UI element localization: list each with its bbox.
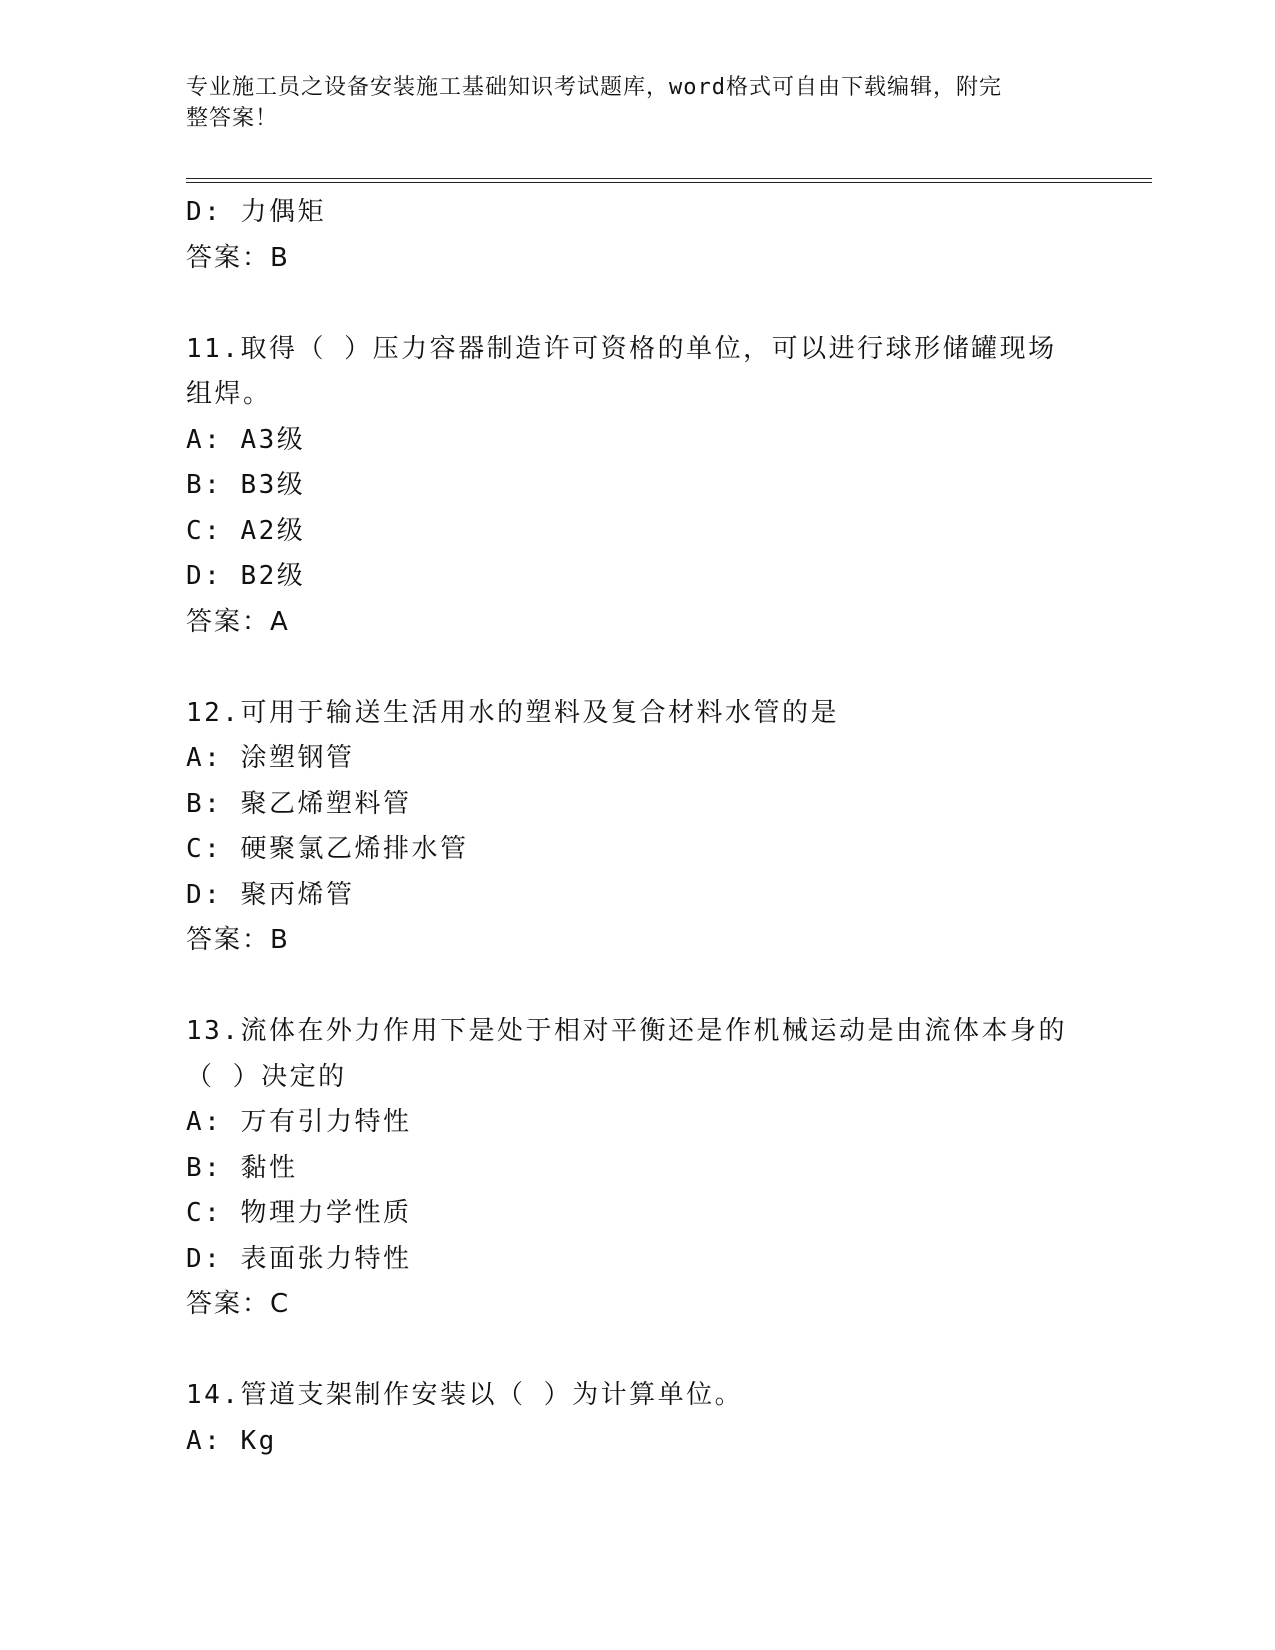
option-c: C: A2级 xyxy=(186,515,306,546)
spacer xyxy=(186,1328,1086,1374)
question-stem: 11.取得（ ）压力容器制造许可资格的单位，可以进行球形储罐现场 xyxy=(186,333,1057,364)
option-d: D: B2级 xyxy=(186,561,306,591)
prev-option-d: D: 力偶矩 xyxy=(186,197,326,227)
option-b: B: 黏性 xyxy=(186,1152,298,1183)
question-14 xyxy=(186,1373,1086,1464)
answer: 答案：C xyxy=(186,1289,291,1319)
option-a: A: A3级 xyxy=(186,424,306,455)
question-content xyxy=(186,190,1086,1464)
question-stem-cont: 组焊。 xyxy=(186,379,272,409)
spacer xyxy=(186,964,1086,1010)
header-line-2: 整答案！ xyxy=(186,106,279,131)
question-stem: 13.流体在外力作用下是处于相对平衡还是作机械运动是由流体本身的 xyxy=(186,1016,1067,1046)
answer: 答案：B xyxy=(186,925,290,955)
spacer xyxy=(186,281,1086,327)
question-12 xyxy=(186,691,1086,964)
option-c: C: 硬聚氯乙烯排水管 xyxy=(186,834,469,864)
answer: 答案：A xyxy=(186,606,290,637)
option-b: B: B3级 xyxy=(186,470,306,500)
option-d: D: 聚丙烯管 xyxy=(186,879,355,910)
option-b: B: 聚乙烯塑料管 xyxy=(186,788,412,819)
option-a: A: Kg xyxy=(186,1425,277,1456)
prev-answer: 答案：B xyxy=(186,242,290,273)
page-header xyxy=(186,72,1066,134)
question-stem: 12.可用于输送生活用水的塑料及复合材料水管的是 xyxy=(186,697,839,728)
option-a: A: 涂塑钢管 xyxy=(186,743,355,773)
spacer xyxy=(186,645,1086,691)
option-c: C: 物理力学性质 xyxy=(186,1198,412,1228)
question-stem: 14.管道支架制作安装以（ ）为计算单位。 xyxy=(186,1380,744,1410)
header-line-1: 专业施工员之设备安装施工基础知识考试题库，word格式可自由下载编辑，附完 xyxy=(186,75,1002,100)
question-11 xyxy=(186,327,1086,646)
question-stem-cont: （ ）决定的 xyxy=(186,1061,347,1092)
option-a: A: 万有引力特性 xyxy=(186,1107,412,1137)
option-d: D: 表面张力特性 xyxy=(186,1243,412,1274)
header-divider xyxy=(186,178,1152,183)
question-13 xyxy=(186,1009,1086,1328)
